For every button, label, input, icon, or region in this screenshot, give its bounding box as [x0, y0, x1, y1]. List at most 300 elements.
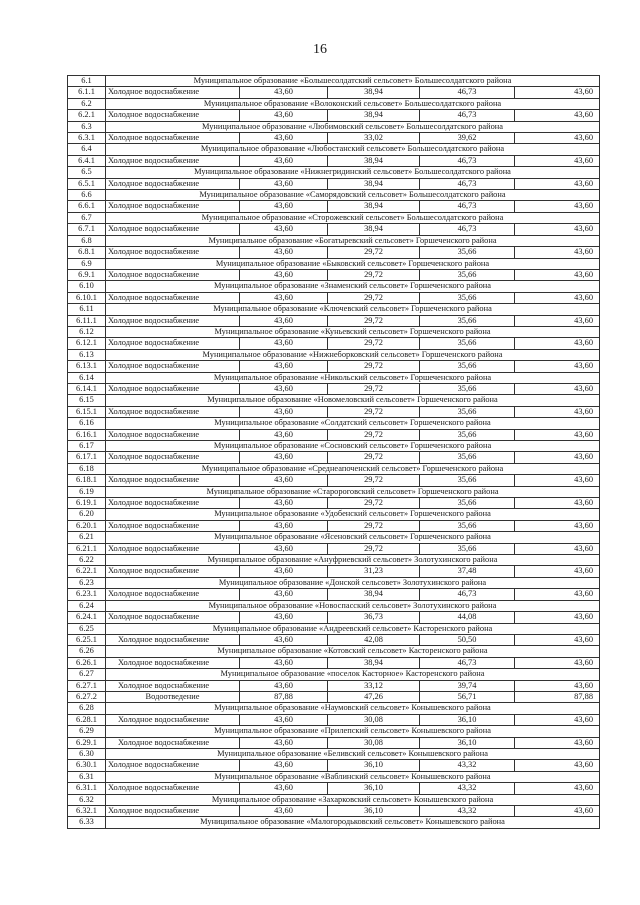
service-name: Холодное водоснабжение: [106, 87, 240, 98]
value-cell: 29,72: [328, 292, 420, 303]
row-index: 6.21.1: [68, 543, 106, 554]
tariff-row: [68, 383, 600, 394]
value-cell: 39,62: [420, 133, 515, 144]
municipality-name: Муниципальное образование «поселок Касторное» Касторенского района: [106, 669, 600, 680]
value-cell: 43,60: [515, 452, 600, 463]
value-cell: 46,73: [420, 657, 515, 668]
value-cell: 43,60: [515, 269, 600, 280]
municipality-header-row: [68, 372, 600, 383]
value-cell: 38,94: [328, 178, 420, 189]
row-index: 6.31: [68, 771, 106, 782]
municipality-name: Муниципальное образование «Удобенский сельсовет» Горшеченского района: [106, 509, 600, 520]
value-cell: 43,60: [515, 87, 600, 98]
value-cell: 43,60: [515, 634, 600, 645]
row-index: 6.26: [68, 646, 106, 657]
row-index: 6.8.1: [68, 247, 106, 258]
value-cell: 43,60: [515, 383, 600, 394]
value-cell: 29,72: [328, 247, 420, 258]
value-cell: 43,60: [240, 315, 328, 326]
row-index: 6.14: [68, 372, 106, 383]
row-index: 6.4.1: [68, 155, 106, 166]
row-index: 6.15: [68, 395, 106, 406]
service-name: Холодное водоснабжение: [106, 657, 240, 668]
municipality-name: Муниципальное образование «Любостанский сельсовет» Большесолдатского района: [106, 144, 600, 155]
municipality-header-row: [68, 441, 600, 452]
value-cell: 43,60: [240, 783, 328, 794]
service-name: Холодное водоснабжение: [106, 315, 240, 326]
municipality-header-row: [68, 532, 600, 543]
value-cell: 50,50: [420, 634, 515, 645]
row-index: 6.28: [68, 703, 106, 714]
service-name: Холодное водоснабжение: [106, 543, 240, 554]
municipality-header-row: [68, 509, 600, 520]
value-cell: 43,60: [515, 110, 600, 121]
municipality-name: Муниципальное образование «Наумовский сельсовет» Конышевского района: [106, 703, 600, 714]
service-name: Холодное водоснабжение: [106, 429, 240, 440]
service-name: Холодное водоснабжение: [106, 737, 240, 748]
municipality-header-row: [68, 623, 600, 634]
tariff-row: [68, 201, 600, 212]
municipality-header-row: [68, 794, 600, 805]
value-cell: 43,60: [515, 475, 600, 486]
municipality-header-row: [68, 349, 600, 360]
value-cell: 38,94: [328, 224, 420, 235]
municipality-header-row: [68, 703, 600, 714]
service-name: Холодное водоснабжение: [106, 806, 240, 817]
service-name: Холодное водоснабжение: [106, 498, 240, 509]
municipality-name: Муниципальное образование «Нижнегридинский сельсовет» Большесолдатского района: [106, 167, 600, 178]
value-cell: 43,60: [240, 87, 328, 98]
value-cell: 43,60: [515, 155, 600, 166]
tariff-row: [68, 589, 600, 600]
municipality-name: Муниципальное образование «Ануфриевский сельсовет» Золотухинского района: [106, 555, 600, 566]
value-cell: 43,60: [515, 760, 600, 771]
service-name: Холодное водоснабжение: [106, 680, 240, 691]
municipality-name: Муниципальное образование «Солдатский сельсовет» Горшеченского района: [106, 418, 600, 429]
value-cell: 43,60: [240, 806, 328, 817]
value-cell: 43,60: [240, 634, 328, 645]
value-cell: 43,60: [240, 543, 328, 554]
value-cell: 43,60: [240, 452, 328, 463]
row-index: 6.18: [68, 463, 106, 474]
value-cell: 43,60: [240, 760, 328, 771]
service-name: Холодное водоснабжение: [106, 133, 240, 144]
row-index: 6.5.1: [68, 178, 106, 189]
row-index: 6.30.1: [68, 760, 106, 771]
value-cell: 43,60: [240, 475, 328, 486]
municipality-header-row: [68, 418, 600, 429]
page-number: 16: [313, 42, 327, 57]
value-cell: 43,60: [240, 429, 328, 440]
value-cell: 31,23: [328, 566, 420, 577]
municipality-name: Муниципальное образование «Захарковский сельсовет» Конышевского района: [106, 794, 600, 805]
value-cell: 29,72: [328, 520, 420, 531]
row-index: 6.9.1: [68, 269, 106, 280]
row-index: 6.32.1: [68, 806, 106, 817]
value-cell: 38,94: [328, 201, 420, 212]
municipality-header-row: [68, 326, 600, 337]
row-index: 6.24.1: [68, 612, 106, 623]
value-cell: 29,72: [328, 406, 420, 417]
municipality-name: Муниципальное образование «Малогородьковский сельсовет» Конышевского района: [106, 817, 600, 828]
municipality-header-row: [68, 304, 600, 315]
tariff-row: [68, 691, 600, 702]
value-cell: 35,66: [420, 429, 515, 440]
row-index: 6.20.1: [68, 520, 106, 531]
value-cell: 38,94: [328, 87, 420, 98]
row-index: 6.19: [68, 486, 106, 497]
value-cell: 29,72: [328, 475, 420, 486]
value-cell: 43,60: [240, 361, 328, 372]
value-cell: 43,60: [240, 269, 328, 280]
value-cell: 35,66: [420, 247, 515, 258]
service-name: Водоотведение: [106, 691, 240, 702]
value-cell: 43,60: [240, 737, 328, 748]
value-cell: 43,60: [515, 292, 600, 303]
row-index: 6.12: [68, 326, 106, 337]
value-cell: 29,72: [328, 269, 420, 280]
municipality-name: Муниципальное образование «Знаменский сельсовет» Горшеченского района: [106, 281, 600, 292]
row-index: 6.31.1: [68, 783, 106, 794]
value-cell: 43,60: [240, 292, 328, 303]
municipality-name: Муниципальное образование «Большесолдатский сельсовет» Большесолдатского района: [106, 76, 600, 87]
value-cell: 38,94: [328, 657, 420, 668]
value-cell: 43,60: [240, 498, 328, 509]
row-index: 6.17: [68, 441, 106, 452]
value-cell: 43,60: [515, 566, 600, 577]
row-index: 6.26.1: [68, 657, 106, 668]
value-cell: 43,60: [515, 406, 600, 417]
row-index: 6.30: [68, 748, 106, 759]
municipality-name: Муниципальное образование «Котовский сельсовет» Касторенского района: [106, 646, 600, 657]
value-cell: 43,60: [240, 110, 328, 121]
value-cell: 29,72: [328, 543, 420, 554]
row-index: 6.25: [68, 623, 106, 634]
row-index: 6.29.1: [68, 737, 106, 748]
tariff-row: [68, 760, 600, 771]
tariff-row: [68, 247, 600, 258]
value-cell: 38,94: [328, 155, 420, 166]
row-index: 6.22.1: [68, 566, 106, 577]
municipality-name: Муниципальное образование «Волоконский сельсовет» Большесолдатского района: [106, 98, 600, 109]
row-index: 6.27: [68, 669, 106, 680]
value-cell: 43,60: [515, 338, 600, 349]
row-index: 6.13: [68, 349, 106, 360]
municipality-header-row: [68, 817, 600, 828]
row-index: 6.12.1: [68, 338, 106, 349]
value-cell: 43,60: [515, 612, 600, 623]
tariff-row: [68, 110, 600, 121]
service-name: Холодное водоснабжение: [106, 452, 240, 463]
municipality-header-row: [68, 76, 600, 87]
row-index: 6.3.1: [68, 133, 106, 144]
value-cell: 43,60: [240, 612, 328, 623]
value-cell: 35,66: [420, 269, 515, 280]
value-cell: 30,08: [328, 737, 420, 748]
municipality-name: Муниципальное образование «Сторожевский сельсовет» Большесолдатского района: [106, 212, 600, 223]
row-index: 6.15.1: [68, 406, 106, 417]
municipality-name: Муниципальное образование «Быковский сельсовет» Горшеченского района: [106, 258, 600, 269]
tariff-row: [68, 634, 600, 645]
municipality-name: Муниципальное образование «Ясеновский сельсовет» Горшеченского района: [106, 532, 600, 543]
tariff-row: [68, 657, 600, 668]
tariff-row: [68, 87, 600, 98]
value-cell: 33,02: [328, 133, 420, 144]
value-cell: 35,66: [420, 338, 515, 349]
value-cell: 43,60: [240, 338, 328, 349]
value-cell: 36,73: [328, 612, 420, 623]
tariff-row: [68, 269, 600, 280]
value-cell: 29,72: [328, 361, 420, 372]
value-cell: 43,60: [515, 498, 600, 509]
value-cell: 36,10: [420, 737, 515, 748]
value-cell: 47,26: [328, 691, 420, 702]
value-cell: 43,60: [515, 657, 600, 668]
value-cell: 35,66: [420, 452, 515, 463]
row-index: 6.10: [68, 281, 106, 292]
value-cell: 43,60: [240, 155, 328, 166]
value-cell: 35,66: [420, 361, 515, 372]
value-cell: 43,60: [515, 133, 600, 144]
value-cell: 35,66: [420, 475, 515, 486]
tariff-row: [68, 714, 600, 725]
row-index: 6.33: [68, 817, 106, 828]
service-name: Холодное водоснабжение: [106, 338, 240, 349]
value-cell: 43,60: [515, 247, 600, 258]
value-cell: 35,66: [420, 520, 515, 531]
value-cell: 46,73: [420, 178, 515, 189]
municipality-name: Муниципальное образование «Сосновский сельсовет» Горшеченского района: [106, 441, 600, 452]
service-name: Холодное водоснабжение: [106, 406, 240, 417]
value-cell: 46,73: [420, 155, 515, 166]
municipality-header-row: [68, 190, 600, 201]
value-cell: 43,60: [240, 520, 328, 531]
value-cell: 43,60: [240, 224, 328, 235]
value-cell: 43,32: [420, 783, 515, 794]
tariff-row: [68, 361, 600, 372]
row-index: 6.11: [68, 304, 106, 315]
municipality-header-row: [68, 771, 600, 782]
row-index: 6.8: [68, 235, 106, 246]
service-name: Холодное водоснабжение: [106, 178, 240, 189]
municipality-name: Муниципальное образование «Любимовский сельсовет» Большесолдатского района: [106, 121, 600, 132]
municipality-name: Муниципальное образование «Новоспасский сельсовет» Золотухинского района: [106, 600, 600, 611]
value-cell: 43,60: [240, 201, 328, 212]
tariff-table-body: [68, 76, 600, 829]
value-cell: 36,10: [420, 714, 515, 725]
value-cell: 43,60: [515, 429, 600, 440]
value-cell: 46,73: [420, 201, 515, 212]
value-cell: 46,73: [420, 589, 515, 600]
value-cell: 43,60: [240, 383, 328, 394]
row-index: 6.27.2: [68, 691, 106, 702]
value-cell: 36,10: [328, 783, 420, 794]
service-name: Холодное водоснабжение: [106, 520, 240, 531]
value-cell: 38,94: [328, 589, 420, 600]
value-cell: 35,66: [420, 292, 515, 303]
row-index: 6.11.1: [68, 315, 106, 326]
municipality-header-row: [68, 555, 600, 566]
row-index: 6.17.1: [68, 452, 106, 463]
tariff-row: [68, 224, 600, 235]
tariff-row: [68, 498, 600, 509]
value-cell: 29,72: [328, 383, 420, 394]
tariff-row: [68, 543, 600, 554]
row-index: 6.4: [68, 144, 106, 155]
value-cell: 43,32: [420, 760, 515, 771]
service-name: Холодное водоснабжение: [106, 224, 240, 235]
value-cell: 43,60: [515, 714, 600, 725]
municipality-header-row: [68, 395, 600, 406]
value-cell: 46,73: [420, 224, 515, 235]
tariff-row: [68, 475, 600, 486]
municipality-name: Муниципальное образование «Старороговский сельсовет» Горшеченского района: [106, 486, 600, 497]
value-cell: 56,71: [420, 691, 515, 702]
value-cell: 43,60: [515, 201, 600, 212]
value-cell: 37,48: [420, 566, 515, 577]
tariff-row: [68, 566, 600, 577]
tariff-row: [68, 406, 600, 417]
row-index: 6.10.1: [68, 292, 106, 303]
service-name: Холодное водоснабжение: [106, 155, 240, 166]
service-name: Холодное водоснабжение: [106, 475, 240, 486]
service-name: Холодное водоснабжение: [106, 566, 240, 577]
row-index: 6.25.1: [68, 634, 106, 645]
row-index: 6.1.1: [68, 87, 106, 98]
municipality-name: Муниципальное образование «Андреевский сельсовет» Касторенского района: [106, 623, 600, 634]
tariff-row: [68, 133, 600, 144]
value-cell: 43,60: [515, 806, 600, 817]
value-cell: 29,72: [328, 315, 420, 326]
tariff-row: [68, 612, 600, 623]
service-name: Холодное водоснабжение: [106, 361, 240, 372]
municipality-header-row: [68, 726, 600, 737]
service-name: Холодное водоснабжение: [106, 269, 240, 280]
row-index: 6.13.1: [68, 361, 106, 372]
service-name: Холодное водоснабжение: [106, 714, 240, 725]
value-cell: 43,60: [515, 361, 600, 372]
value-cell: 35,66: [420, 543, 515, 554]
row-index: 6.24: [68, 600, 106, 611]
municipality-name: Муниципальное образование «Нижнеборковский сельсовет» Горшеченского района: [106, 349, 600, 360]
municipality-header-row: [68, 669, 600, 680]
value-cell: 29,72: [328, 338, 420, 349]
row-index: 6.14.1: [68, 383, 106, 394]
row-index: 6.5: [68, 167, 106, 178]
value-cell: 43,60: [240, 133, 328, 144]
service-name: Холодное водоснабжение: [106, 247, 240, 258]
tariff-row: [68, 315, 600, 326]
row-index: 6.7: [68, 212, 106, 223]
value-cell: 43,60: [515, 520, 600, 531]
row-index: 6.29: [68, 726, 106, 737]
value-cell: 87,88: [240, 691, 328, 702]
value-cell: 35,66: [420, 406, 515, 417]
municipality-name: Муниципальное образование «Ваблинский сельсовет» Конышевского района: [106, 771, 600, 782]
service-name: Холодное водоснабжение: [106, 292, 240, 303]
row-index: 6.1: [68, 76, 106, 87]
tariff-row: [68, 680, 600, 691]
value-cell: 35,66: [420, 315, 515, 326]
row-index: 6.28.1: [68, 714, 106, 725]
row-index: 6.16: [68, 418, 106, 429]
municipality-name: Муниципальное образование «Богатыревский сельсовет» Горшеченского района: [106, 235, 600, 246]
row-index: 6.21: [68, 532, 106, 543]
row-index: 6.23: [68, 577, 106, 588]
municipality-header-row: [68, 258, 600, 269]
municipality-name: Муниципальное образование «Саморядовский сельсовет» Большесолдатского района: [106, 190, 600, 201]
value-cell: 36,10: [328, 806, 420, 817]
municipality-header-row: [68, 463, 600, 474]
tariff-table: [67, 75, 600, 829]
row-index: 6.20: [68, 509, 106, 520]
value-cell: 39,74: [420, 680, 515, 691]
tariff-row: [68, 338, 600, 349]
service-name: Холодное водоснабжение: [106, 612, 240, 623]
tariff-row: [68, 292, 600, 303]
value-cell: 87,88: [515, 691, 600, 702]
service-name: Холодное водоснабжение: [106, 110, 240, 121]
municipality-name: Муниципальное образование «Прилепский сельсовет» Конышевского района: [106, 726, 600, 737]
value-cell: 43,60: [515, 315, 600, 326]
municipality-name: Муниципальное образование «Беливский сельсовет» Конышевского района: [106, 748, 600, 759]
municipality-header-row: [68, 281, 600, 292]
row-index: 6.32: [68, 794, 106, 805]
tariff-row: [68, 806, 600, 817]
value-cell: 38,94: [328, 110, 420, 121]
value-cell: 29,72: [328, 498, 420, 509]
tariff-row: [68, 737, 600, 748]
municipality-name: Муниципальное образование «Новомеловский сельсовет» Горшеченского района: [106, 395, 600, 406]
municipality-header-row: [68, 121, 600, 132]
tariff-row: [68, 178, 600, 189]
municipality-header-row: [68, 144, 600, 155]
service-name: Холодное водоснабжение: [106, 201, 240, 212]
row-index: 6.9: [68, 258, 106, 269]
municipality-name: Муниципальное образование «Куньевский сельсовет» Горшеченского района: [106, 326, 600, 337]
row-index: 6.6.1: [68, 201, 106, 212]
value-cell: 29,72: [328, 452, 420, 463]
row-index: 6.27.1: [68, 680, 106, 691]
row-index: 6.22: [68, 555, 106, 566]
municipality-name: Муниципальное образование «Среднеапоченский сельсовет» Горшеченского района: [106, 463, 600, 474]
tariff-row: [68, 783, 600, 794]
value-cell: 46,73: [420, 110, 515, 121]
value-cell: 43,60: [240, 178, 328, 189]
tariff-row: [68, 155, 600, 166]
value-cell: 44,08: [420, 612, 515, 623]
municipality-header-row: [68, 577, 600, 588]
service-name: Холодное водоснабжение: [106, 760, 240, 771]
value-cell: 35,66: [420, 383, 515, 394]
value-cell: 42,08: [328, 634, 420, 645]
value-cell: 29,72: [328, 429, 420, 440]
service-name: Холодное водоснабжение: [106, 783, 240, 794]
value-cell: 43,60: [240, 680, 328, 691]
value-cell: 43,60: [515, 178, 600, 189]
value-cell: 43,60: [240, 714, 328, 725]
value-cell: 43,60: [515, 680, 600, 691]
tariff-row: [68, 452, 600, 463]
tariff-row: [68, 520, 600, 531]
row-index: 6.23.1: [68, 589, 106, 600]
row-index: 6.7.1: [68, 224, 106, 235]
row-index: 6.16.1: [68, 429, 106, 440]
municipality-header-row: [68, 600, 600, 611]
municipality-name: Муниципальное образование «Никольский сельсовет» Горшеченского района: [106, 372, 600, 383]
value-cell: 43,60: [515, 543, 600, 554]
value-cell: 43,32: [420, 806, 515, 817]
